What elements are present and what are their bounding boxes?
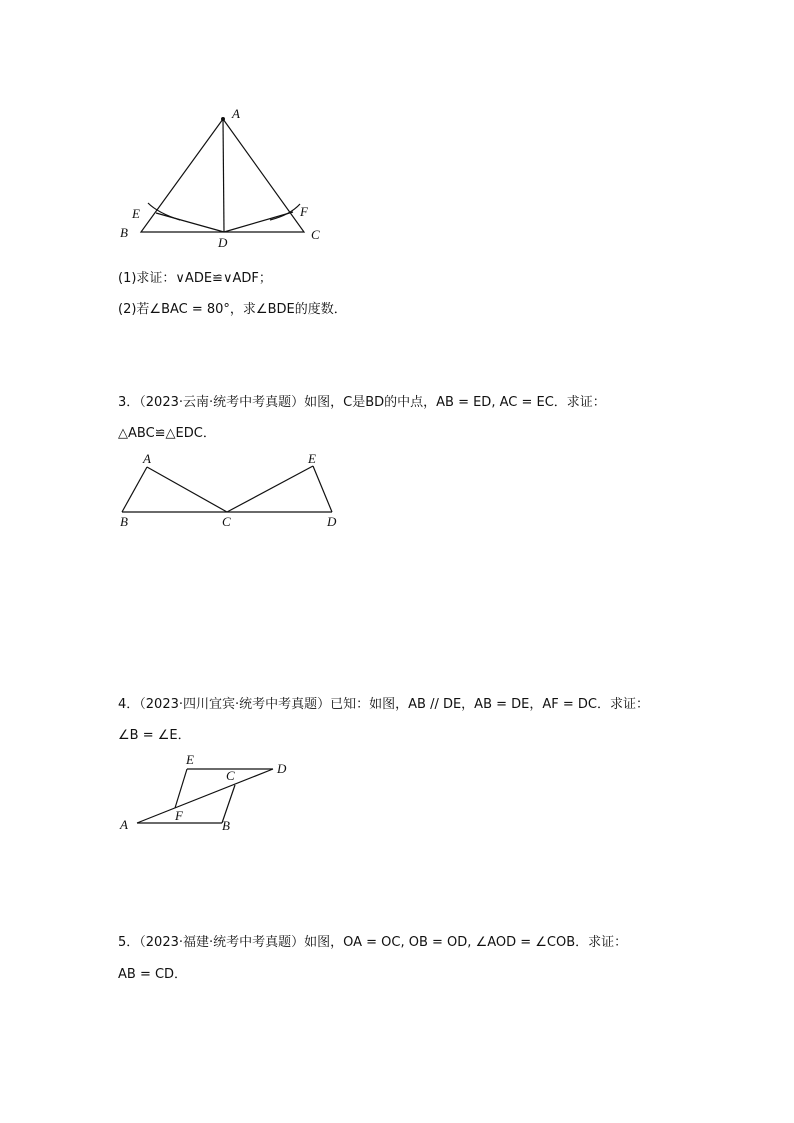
q4-label-a: A (120, 817, 128, 832)
q4-segment-ef (175, 769, 187, 808)
q4-label-f: F (175, 808, 183, 823)
q4-question-line2: ∠B = ∠E． (118, 728, 191, 743)
q5-question-line2: AB = CD． (118, 967, 188, 982)
q2-part1-text: (1)求证：∨ADE≌∨ADF； (118, 271, 272, 286)
q3-label-c: C (222, 514, 231, 529)
q2-segment-de (156, 213, 224, 232)
q4-segment-ad (137, 769, 273, 823)
q2-segment-df (224, 212, 293, 232)
q4-question-line1: 4．（2023·四川宜宾·统考中考真题）已知：如图，AB // DE，AB = DE，AF = DC．求证： (118, 697, 649, 712)
q2-part2-text: (2)若∠BAC = 80°，求∠BDE的度数． (118, 302, 347, 317)
q2-label-e: E (132, 206, 140, 221)
q2-label-c: C (311, 227, 320, 242)
q3-label-e: E (308, 451, 316, 466)
q2-label-f: F (300, 204, 308, 219)
q3-triangles-figure (110, 445, 350, 535)
q2-point-a (221, 117, 225, 121)
q2-label-d: D (218, 235, 228, 250)
q3-segment-ac (147, 467, 227, 512)
q2-label-b: B (120, 225, 128, 240)
q3-segment-ed (313, 466, 332, 512)
q2-triangle-figure (110, 100, 350, 260)
q3-label-a: A (143, 451, 151, 466)
q3-segment-ab (122, 467, 147, 512)
q3-segment-ce (227, 466, 313, 512)
q4-label-b: B (222, 818, 230, 833)
q2-label-a: A (232, 106, 240, 121)
q3-label-b: B (120, 514, 128, 529)
q2-arc-e (148, 203, 180, 220)
q4-label-d: D (277, 761, 287, 776)
q2-segment-ad (223, 119, 224, 232)
q3-question-line2: △ABC≌△EDC． (118, 426, 216, 441)
q5-question-line1: 5．（2023·福建·统考中考真题）如图，OA = OC, OB = OD, ∠AOD = ∠COB．求证： (118, 935, 628, 950)
q4-parallelogram-figure (110, 748, 310, 838)
q3-question-line1: 3．（2023·云南·统考中考真题）如图，C是BD的中点，AB = ED, AC = EC．求证： (118, 395, 606, 410)
q4-label-c: C (226, 768, 235, 783)
q3-label-d: D (327, 514, 337, 529)
q4-label-e: E (186, 752, 194, 767)
